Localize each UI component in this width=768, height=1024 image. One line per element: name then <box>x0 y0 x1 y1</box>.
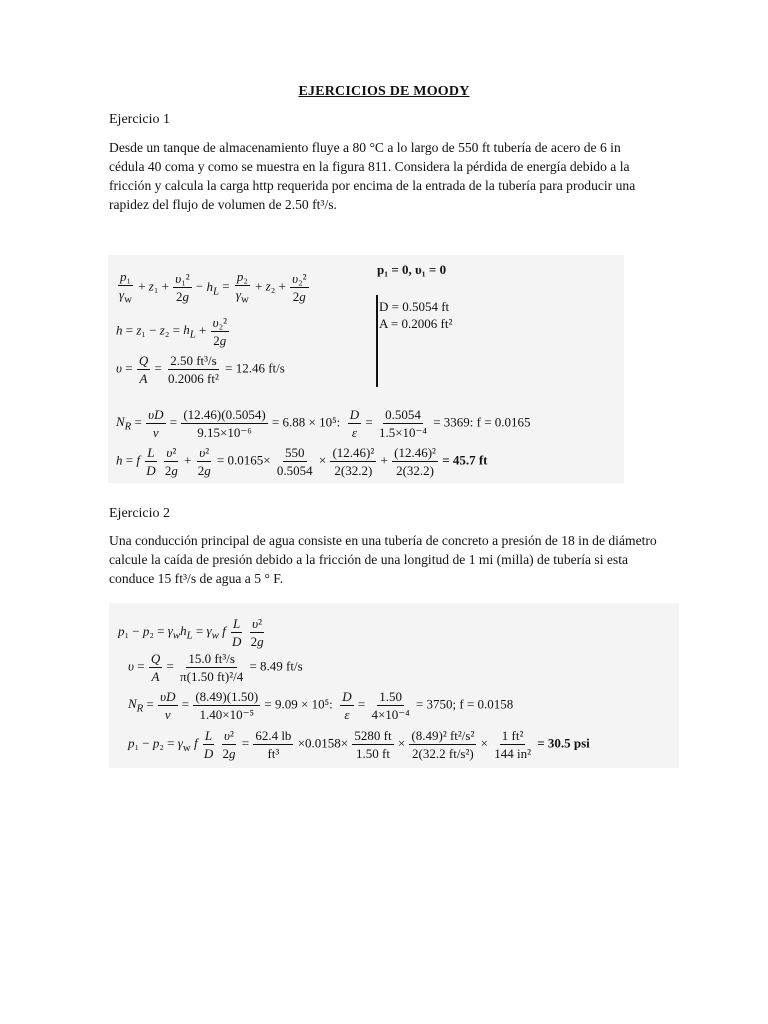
reynolds-equation-1: $N_R$ = $\frac{\upsilon D}{\nu}$ = $\frac{(12.46)(0.5054)}{\text{9.15×10⁻⁶}}$ = 6.88 × 10⁵: $\frac{D}{\varepsilon}$ = $\frac{0.5054}{\text{1.5×10⁻⁴}}$ = 3369: f = 0.0165 <box>116 407 531 440</box>
pressure-drop-result: $p_1 - p_2 = \gamma_w$ f $\frac{L}{D}$ $\frac{\text{υ²}}{2g}$ = $\frac{62.4 lb}{\text{ft³}}$ ×0.0158× $\frac{5280 ft}{1.50 ft}$ × $\frac{\text{(8.49)² ft²/s²}}{\text{2(32.2 ft/s²)}}$ × $\frac{\text{1 ft²}}{\text{144 in²}}$ = 30.5 psi <box>128 728 590 761</box>
exercise-1-heading: Ejercicio 1 <box>109 112 171 127</box>
document-title: EJERCICIOS DE MOODY <box>298 84 470 99</box>
energy-equation: $\frac{\text{p₁}}{\gamma_w}$ + z₁ + $\frac{\text{υ₁²}}{2g}$ − $h_L$ = $\frac{\text{p₂}}{\gamma_w}$ + z₂ + $\frac{\text{υ₂²}}{2g}$ <box>119 269 307 306</box>
given-values-1: p₁ = 0, υ₁ = 0 <box>377 262 447 277</box>
pressure-drop-equation: $p_1 - p_2 = \gamma_wh_L = \gamma_w$ f $\frac{L}{D}$ $\frac{\text{υ²}}{2g}$ <box>118 616 264 649</box>
velocity-equation-1: υ = $\frac{Q}{A}$ = $\frac{\text{2.50 ft³/s}}{\text{0.2006 ft²}}$ = 12.46 ft/s <box>116 353 285 386</box>
headloss-equation-1: h = f $\frac{L}{D}$ $\frac{\text{υ²}}{2g}$ + $\frac{\text{υ²}}{2g}$ = 0.0165× $\frac{550}{0.5054}$ × $\frac{\text{(12.46)²}}{2(32.2)}$ + $\frac{\text{(12.46)²}}{2(32.2)}$ = 45.7 ft <box>116 445 488 478</box>
area-value: A = 0.2006 ft² <box>379 316 453 331</box>
reynolds-equation-2: $N_R$ = $\frac{\upsilon D}{\nu}$ = $\frac{(8.49)(1.50)}{\text{1.40×10⁻⁵}}$ = 9.09 × 10⁵: $\frac{D}{\varepsilon}$ = $\frac{1.50}{\text{4×10⁻⁴}}$ = 3750; f = 0.0158 <box>128 689 514 722</box>
head-equation: $h = z_1 - z_2 = h_L$ + $\frac{\text{υ₂²}}{2g}$ <box>116 315 227 348</box>
exercise-2-text: Una conducción principal de agua consiste en una tubería de concreto a presión de 18 in de diámetro calcule la caída de presión debido a la fricción de una longitud de 1 mi (milla) de tubería si esta conduce 15 ft³/s de agua a 5 ° F. <box>109 533 657 586</box>
exercise-2-heading: Ejercicio 2 <box>109 506 171 521</box>
diameter-value: D = 0.5054 ft <box>379 299 450 314</box>
velocity-equation-2: υ = $\frac{Q}{A}$ = $\frac{\text{15.0 ft³/s}}{\text{π(1.50 ft)²/4}}$ = 8.49 ft/s <box>128 651 303 684</box>
exercise-1-text: Desde un tanque de almacenamiento fluye a 80 °C a lo largo de 550 ft tubería de acero de 6 in cédula 40 coma y como se muestra en la figura 811. Considera la pérdida de energía debido a la fricción y calcula la carga http requerida por encima de la entrada de la tubería para producir una rapidez del flujo de volumen de 2.50 ft³/s. <box>109 140 636 212</box>
divider-line <box>376 295 378 387</box>
